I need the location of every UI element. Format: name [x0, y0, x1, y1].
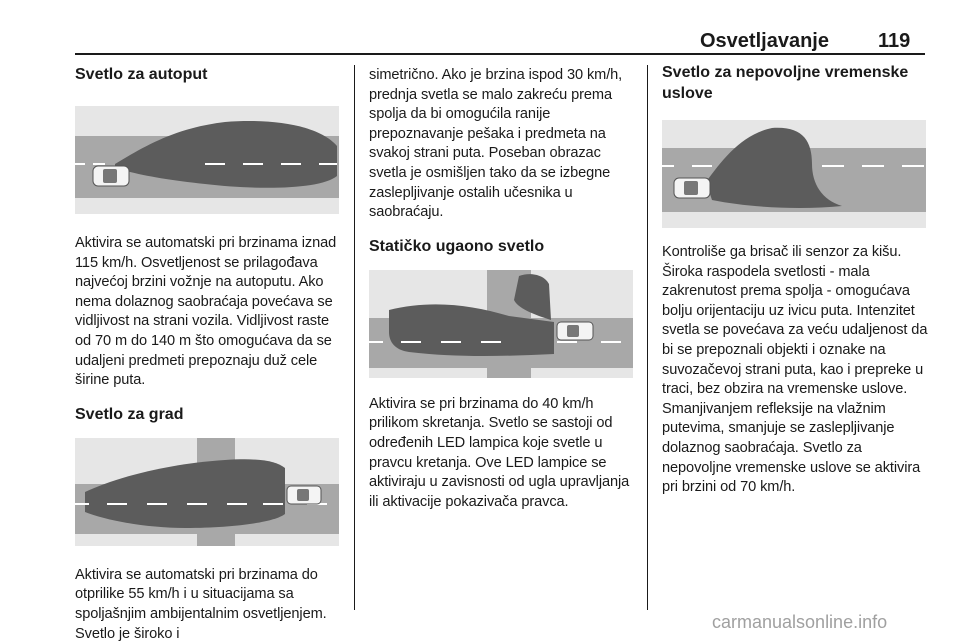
section-heading-static-cornering-light: Statičko ugaono svetlo: [369, 237, 545, 255]
column-3: [662, 62, 928, 498]
watermark: carmanualsonline.info: [712, 612, 888, 632]
page-header-title: Osvetljavanje: [700, 30, 829, 52]
header-rule: [75, 53, 925, 55]
section-heading-adverse-weather-light: Svetlo za nepovoljne vremenske uslove: [662, 64, 909, 102]
town-light-illustration: [75, 438, 339, 546]
column-1: [75, 62, 343, 644]
section-heading-town-light: Svetlo za grad: [75, 405, 184, 423]
column-divider-right: [647, 65, 648, 610]
column-2: [369, 62, 637, 512]
paragraph-town-light-continued: simetrično. Ako je brzina ispod 30 km/h, prednja svetla se malo zakreću prema spolja da bi omogućila ranije prepoznavanje pešaka i predmeta na svakoj strani puta. Poseban obrazac svetla je osmišljen tako da se izbegne zaslepljivanje ostalih učesnika u saobraćaju.: [369, 67, 623, 221]
column-divider-left: [354, 65, 355, 610]
paragraph-highway-light: Aktivira se automatski pri brzinama iznad 115 km/h. Osvetljenost se prilagođava najvećoj brzini vožnje na autoputu. Ako nema dolaznog saobraćaja povećava se vidljivost na strani vozila. Vidljivost raste od 70 m do 140 m što omogućava da se udaljeni predmeti prepoznaju duž cele širine puta.: [75, 235, 337, 389]
paragraph-static-cornering-light: Aktivira se pri brzinama do 40 km/h prilikom skretanja. Svetlo se sastoji od određenih LED lampica koje svetle u pravcu kretanja. Ove LED lampice se aktiviraju u zavisnosti od ugla upravljanja ili aktivacije pokazivača pravca.: [369, 395, 630, 510]
static-cornering-light-illustration: [369, 270, 633, 378]
paragraph-adverse-weather-light: Kontroliše ga brisač ili senzor za kišu. Široka raspodela svetlosti - mala zakrenutost prema spolja - omogućava bolju orijentaciju uz ivicu puta. Intenzitet svetla se povećava za veću udaljenost da bi se prepoznali objekti i oznake na suvozačevoj strani puta, kao i prepreke u traci, bez obzira na vremenske uslove. Smanjivanjem refleksije na vlažnim putevima, smanjuje se zaslepljivanje dolaznog saobraćaja. Svetlo za nepovoljne vremenske uslove se aktivira pri brzini od 70 km/h.: [662, 244, 928, 496]
section-heading-highway-light: Svetlo za autoput: [75, 66, 208, 83]
adverse-weather-light-illustration: [662, 120, 926, 228]
page-number: 119: [878, 30, 911, 52]
paragraph-town-light: Aktivira se automatski pri brzinama do otprilike 55 km/h i u situacijama sa spoljašnjim ambijentalnim osvetljenjem. Svetlo je široko i: [75, 566, 327, 642]
highway-light-illustration: [75, 106, 339, 214]
